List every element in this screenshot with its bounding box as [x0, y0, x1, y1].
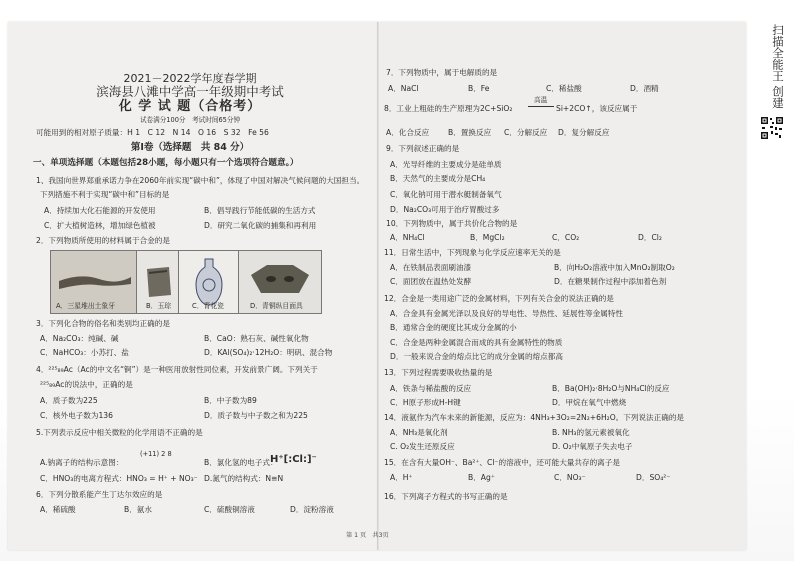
q1-line1: 1、我国向世界郑重承诺力争在2060年前实现“碳中和”，体现了中国对解决气候问题的大国担当。 [36, 176, 365, 185]
q1-line2: 下列措施不利于实现“碳中和”目标的是 [40, 190, 170, 199]
q12-option-a: A．合金具有金属光泽以及良好的导电性、导热性、延展性等金属特性 [390, 309, 624, 318]
q1-option-b: B．倡导践行节能低碳的生活方式 [204, 206, 316, 215]
q8-option-a: A．化合反应 [386, 128, 430, 137]
q14-option-c: C. O₂发生还原反应 [390, 442, 455, 451]
q9-option-d: D．Na₂CO₃可用于治疗胃酸过多 [390, 205, 500, 214]
q6-option-d: D．淀粉溶液 [290, 505, 334, 514]
q4-line1: 4．²²⁵₈₉Ac（Ac的中文名“锕”）是一种医用放射性同位素，开发前景广阔。下列关于 [36, 365, 318, 374]
q7-stem: 7．下列物质中，属于电解质的是 [386, 68, 498, 77]
q13-option-b: B．Ba(OH)₂·8H₂O与NH₄Cl的反应 [552, 384, 670, 393]
q11-stem: 11．日常生活中，下列现象与化学反应速率无关的是 [384, 248, 561, 257]
q12-option-b: B．通常合金的硬度比其成分金属的小 [390, 323, 517, 332]
q10-option-a: A．NH₄Cl [390, 233, 425, 242]
q6-option-b: B．氨水 [124, 505, 152, 514]
atomic-masses: 可能用到的相对原子质量：H 1 C 12 N 14 O 16 S 32 Fe 56 [36, 128, 269, 137]
exam-school: 滨海县八滩中学高一年级期中考试 [96, 84, 284, 99]
q12-stem: 12．合金是一类用途广泛的金属材料，下列有关合金的说法正确的是 [384, 294, 614, 303]
q15-option-b: B．Ag⁺ [468, 473, 495, 482]
hcl-electron-formula: H⁺[:Cl:]⁻ [270, 454, 317, 465]
q8-equals-line [528, 106, 554, 107]
q15-option-c: C．NO₃⁻ [554, 473, 586, 482]
q13-option-c: C．H原子形成H-H键 [390, 398, 461, 407]
q4-option-c: C．核外电子数为136 [40, 411, 113, 420]
q10-option-c: C．CO₂ [552, 233, 580, 242]
q8-option-c: C．分解反应 [504, 128, 548, 137]
q11-option-a: A．在铁制品表面刷油漆 [390, 263, 472, 272]
q10-stem: 10．下列物质中，属于共价化合物的是 [386, 219, 518, 228]
q4-line2: ²²⁵₈₉Ac的说法中，正确的是 [40, 380, 133, 389]
q5-option-d: D.氮气的结构式：N≡N [204, 474, 284, 483]
q3-option-a: A．Na₂CO₃：纯碱、碱 [40, 334, 119, 343]
exam-year: 2021－2022学年度春学期 [123, 72, 257, 85]
q9-option-a: A．光导纤维的主要成分是硅单质 [390, 160, 502, 169]
scanner-watermark: 扫描全能王 创建 [771, 24, 785, 109]
q3-option-c: C．NaHCO₃：小苏打、盐 [40, 348, 129, 357]
q5-option-b: B．氯化氢的电子式： [204, 458, 278, 467]
q10-option-b: B．MgCl₂ [470, 233, 505, 242]
q15-option-a: A．H⁺ [390, 473, 413, 482]
q3-option-b: B．CaO：熟石灰、碱性氧化物 [204, 334, 309, 343]
q11-option-b: B．向H₂O₂溶液中加入MnO₂制取O₂ [554, 263, 675, 272]
page-fold [377, 22, 379, 550]
q5-option-a: A.钠离子的结构示意图： [40, 458, 124, 467]
q9-stem: 9．下列叙述正确的是 [386, 144, 460, 153]
exam-subject: 化 学 试 题（合格考） [118, 99, 262, 114]
q7-option-b: B．Fe [468, 84, 490, 93]
q8-option-d: D．复分解反应 [558, 128, 610, 137]
q11-option-c: C．面团放在温热处发酵 [390, 277, 472, 286]
q2-option-d: D．青铜纵目面具 [250, 302, 303, 310]
q2-option-b: B．玉琮 [146, 302, 172, 310]
right-page [378, 22, 746, 550]
q8-option-b: B．置换反应 [448, 128, 492, 137]
q6-option-a: A．稀硫酸 [40, 505, 76, 514]
q9-option-b: B．天然气的主要成分是CH₄ [390, 174, 486, 183]
q16-stem: 16．下列离子方程式的书写正确的是 [384, 492, 508, 501]
q10-option-d: D．Cl₂ [638, 233, 662, 242]
q5-stem: 5.下列表示反应中相关微粒的化学用语不正确的是 [36, 428, 203, 437]
q13-option-d: D．甲烷在氧气中燃烧 [552, 398, 627, 407]
q4-option-a: A．质子数为225 [40, 396, 98, 405]
q2-option-a: A．三星堆出土象牙 [56, 302, 116, 310]
q1-option-d: D．研究二氧化碳的捕集和再利用 [204, 221, 317, 230]
q15-option-d: D．SO₄²⁻ [636, 473, 671, 482]
q3-stem: 3．下列化合物的俗名和类别均正确的是 [36, 319, 170, 328]
q12-option-c: C．合金是两种金属混合而成的具有金属特性的物质 [390, 338, 563, 347]
part1-title: 第Ⅰ卷（选择题 共 84 分） [130, 142, 250, 153]
q15-stem: 15．在含有大量OH⁻、Ba²⁺、Cl⁻的溶液中，还可能大量共存的离子是 [384, 458, 620, 467]
q13-stem: 13．下列过程需要吸收热量的是 [384, 368, 493, 377]
q4-option-d: D．质子数与中子数之和为225 [204, 411, 308, 420]
q8-condition: 高温 [534, 96, 548, 104]
q12-option-d: D．一般来说合金的熔点比它的成分金属的熔点都高 [390, 352, 563, 361]
q9-option-c: C．氧化钠可用于潜水艇制备氧气 [390, 190, 502, 199]
q8-tail: Si+2CO↑，该反应属于 [556, 104, 638, 113]
q1-option-a: A．持续加大化石能源的开发使用 [44, 206, 156, 215]
q3-option-d: D．KAl(SO₄)₂·12H₂O：明矾、混合物 [204, 348, 333, 357]
q1-option-c: C．扩大植树造林，增加绿色植被 [44, 221, 156, 230]
q7-option-c: C．稀盐酸 [546, 84, 582, 93]
q14-option-a: A．NH₃是氧化剂 [390, 428, 448, 437]
q2-option-c: C．青花瓷 [192, 302, 224, 310]
page-footer: 第 1 页 共3页 [346, 532, 389, 539]
q14-option-b: B. NH₃的氢元素被氧化 [552, 428, 630, 437]
q6-option-c: C．硫酸铜溶液 [204, 505, 255, 514]
q7-option-d: D．酒精 [630, 84, 659, 93]
q2-stem: 2．下列物质所使用的材料属于合金的是 [36, 236, 170, 245]
q5-option-c: C．HNO₃的电离方程式：HNO₃ = H⁺ + NO₃⁻ [40, 474, 198, 483]
q14-stem: 14．液氨作为汽车未来的新能源，反应为：4NH₃+3O₂=2N₂+6H₂O。下列说法正确的是 [384, 413, 685, 422]
q11-option-d: D．在糖果制作过程中添加着色剂 [554, 277, 667, 286]
section-title: 一、单项选择题（本题包括28小题，每小题只有一个选项符合题意。） [33, 158, 299, 168]
q8-stem: 8．工业上粗硅的生产原理为2C+SiO₂ [384, 104, 513, 113]
q14-option-d: D. O₂中氧原子失去电子 [552, 442, 633, 451]
exam-score-time: 试卷满分100分 考试时间65分钟 [139, 116, 241, 124]
q7-option-a: A．NaCl [388, 84, 419, 93]
sodium-ion-diagram: (+11) 2 8 [140, 450, 172, 458]
q4-option-b: B．中子数为89 [204, 396, 257, 405]
qr-code-icon [760, 116, 784, 140]
q13-option-a: A．铁条与稀盐酸的反应 [390, 384, 472, 393]
q6-stem: 6．下列分散系能产生丁达尔效应的是 [36, 490, 163, 499]
